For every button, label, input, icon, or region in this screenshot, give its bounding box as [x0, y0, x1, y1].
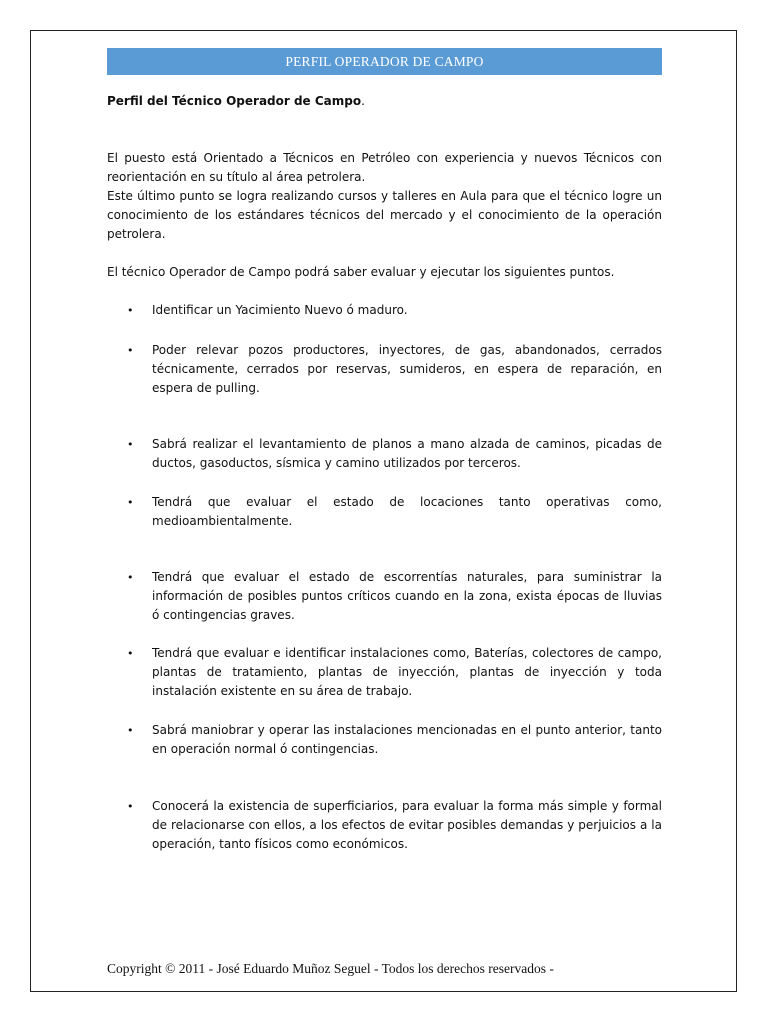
list-item-text: Conocerá la existencia de superficiarios, para evaluar la forma más simple y formal de relacionarse con ellos, a los efectos de evitar posibles demandas y perjuicios a la operación, tanto físicos como económicos.: [152, 799, 662, 851]
list-item-text: Sabrá realizar el levantamiento de planos a mano alzada de caminos, picadas de ductos, gasoductos, sísmica y camino utilizados por terceros.: [152, 437, 662, 470]
list-item: [107, 301, 662, 320]
list-item: [107, 493, 662, 531]
points-list: [107, 301, 662, 854]
bullet-icon: •: [127, 344, 134, 357]
copyright-footer: Copyright © 2011 - José Eduardo Muñoz Seguel - Todos los derechos reservados -: [107, 961, 554, 976]
bullet-icon: •: [127, 724, 134, 737]
subtitle-text: Perfil del Técnico Operador de Campo: [107, 94, 362, 108]
intro-section: [107, 149, 662, 244]
lead-paragraph: El técnico Operador de Campo podrá saber evaluar y ejecutar los siguientes puntos.: [107, 265, 615, 279]
subtitle-period: .: [361, 94, 365, 108]
list-item-text: Identificar un Yacimiento Nuevo ó maduro.: [152, 303, 408, 317]
bullet-icon: •: [127, 571, 134, 584]
document-body: [107, 92, 662, 854]
bullet-icon: •: [127, 647, 134, 660]
intro-paragraph: El puesto está Orientado a Técnicos en Petróleo con experiencia y nuevos Técnicos con reorientación en su título al área petrolera.: [107, 151, 662, 184]
list-item-text: Poder relevar pozos productores, inyectores, de gas, abandonados, cerrados técnicamente, cerrados por reservas, sumideros, en espera de reparación, en espera de pulling.: [152, 343, 662, 395]
bullet-icon: •: [127, 304, 134, 317]
bullet-icon: •: [127, 496, 134, 509]
list-item: [107, 341, 662, 398]
bullet-icon: •: [127, 800, 134, 813]
list-item: [107, 435, 662, 473]
list-item-text: Tendrá que evaluar el estado de escorrentías naturales, para suministrar la información de posibles puntos críticos cuando en la zona, exista épocas de lluvias ó contingencias graves.: [152, 570, 662, 622]
list-item-text: Tendrá que evaluar e identificar instalaciones como, Baterías, colectores de campo, plantas de tratamiento, plantas de inyección, plantas de inyección y toda instalación existente en su área de trabajo.: [152, 646, 662, 698]
list-item-text: Sabrá maniobrar y operar las instalaciones mencionadas en el punto anterior, tanto en operación normal ó contingencias.: [152, 723, 662, 756]
bullet-icon: •: [127, 438, 134, 451]
list-item: [107, 568, 662, 625]
list-item: [107, 644, 662, 701]
list-item-text: Tendrá que evaluar el estado de locaciones tanto operativas como, medioambientalmente.: [152, 495, 662, 528]
document-page: [30, 30, 737, 992]
list-item: [107, 797, 662, 854]
list-item: [107, 721, 662, 759]
document-header-banner: PERFIL OPERADOR DE CAMPO: [107, 48, 662, 75]
document-subtitle: [107, 92, 662, 111]
intro-paragraph: Este último punto se logra realizando cursos y talleres en Aula para que el técnico logre un conocimiento de los estándares técnicos del mercado y el conocimiento de la operación petrolera.: [107, 189, 662, 241]
